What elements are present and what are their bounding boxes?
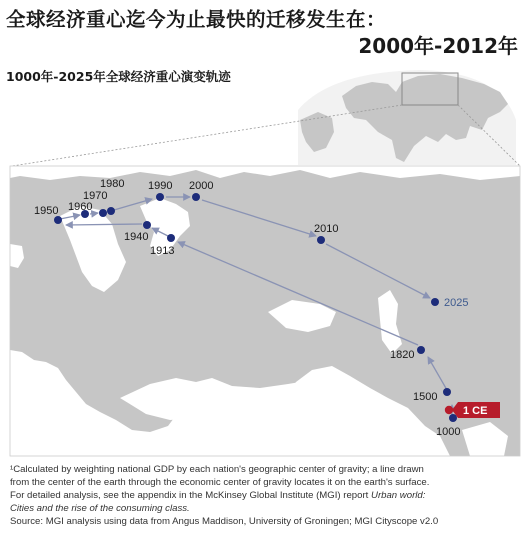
point-label-1980: 1980 (100, 178, 125, 190)
footnote-line-4: Cities and the rise of the consuming class. (10, 503, 190, 514)
point-label-1970: 1970 (83, 190, 108, 202)
point-1940 (143, 221, 151, 229)
map-subtitle: 1000年-2025年全球经济重心演变轨迹 (6, 69, 231, 84)
point-label-2025: 2025 (444, 297, 469, 309)
point-2025 (431, 298, 439, 306)
point-label-1990: 1990 (148, 180, 173, 192)
source-line: Source: MGI analysis using data from Angus Maddison, University of Groningen; MGI Cityscope v2.0 (10, 516, 439, 527)
headline-period: 2000年-2012年 (358, 34, 518, 58)
point-label-1940: 1940 (124, 231, 149, 243)
point-label-1820: 1820 (390, 349, 415, 361)
point-2010 (317, 236, 325, 244)
point-1913 (167, 234, 175, 242)
point-label-2000: 2000 (189, 180, 214, 192)
footnote-line-1: ¹Calculated by weighting national GDP by each nation's geographic center of gravity; a line drawn (10, 464, 424, 475)
point-label-1500: 1500 (413, 391, 438, 403)
economic-center-map (0, 60, 528, 460)
point-1970 (99, 209, 107, 217)
point-label-1960: 1960 (68, 201, 93, 213)
point-1950 (54, 216, 62, 224)
headline: 全球经济重心迄今为止最快的迁移发生在： (6, 8, 387, 31)
point-1980 (107, 207, 115, 215)
footnotes (10, 463, 522, 528)
point-1ce (445, 406, 453, 414)
point-2000 (192, 193, 200, 201)
point-1000 (449, 414, 457, 422)
point-1500 (443, 388, 451, 396)
point-1820 (417, 346, 425, 354)
footnote-line-2: from the center of the earth through the economic center of gravity locates it on the earth's surface. (10, 477, 430, 488)
point-label-1ce: 1 CE (463, 405, 488, 417)
footnote-line-3: For detailed analysis, see the appendix in the McKinsey Global Institute (MGI) report Urban world: (10, 490, 426, 501)
point-label-1950: 1950 (34, 205, 59, 217)
inset-globe (12, 70, 520, 166)
point-label-1000: 1000 (436, 426, 461, 438)
point-label-1913: 1913 (150, 245, 175, 257)
point-label-2010: 2010 (314, 223, 339, 235)
point-1990 (156, 193, 164, 201)
